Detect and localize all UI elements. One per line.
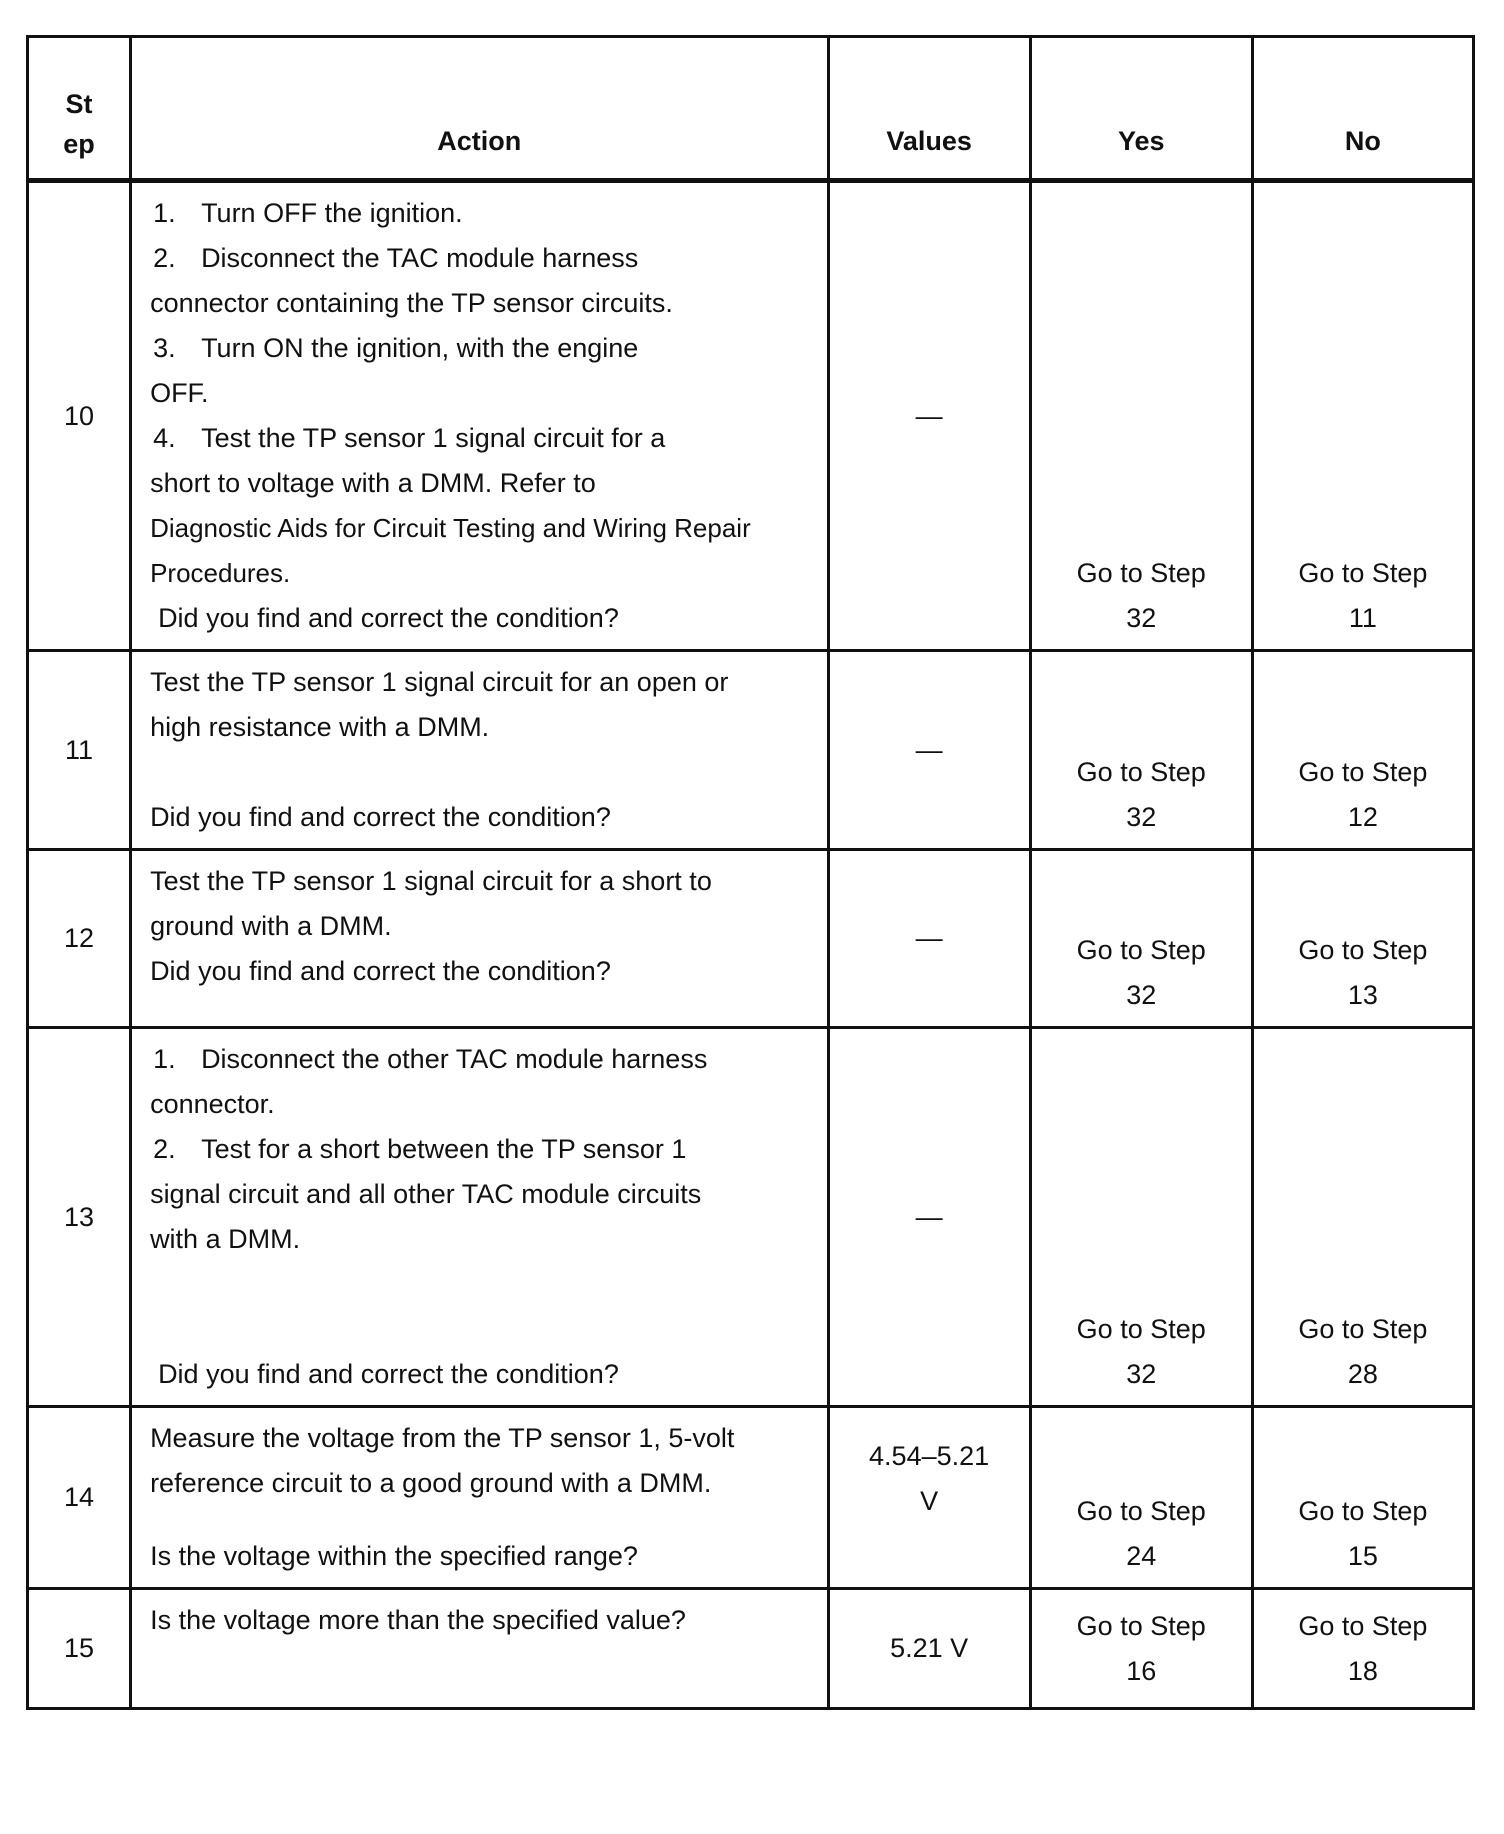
goto-label: Go to Step — [1076, 558, 1206, 588]
value-cell: — — [828, 850, 1030, 1028]
value-cell: — — [828, 181, 1030, 651]
question-text: Is the voltage within the specified range? — [150, 1541, 638, 1571]
goto-step: 24 — [1126, 1541, 1157, 1571]
action-cell — [131, 651, 828, 850]
diagnostic-table — [26, 35, 1475, 1710]
table-row — [28, 1407, 1474, 1589]
step-number: 15 — [28, 1589, 131, 1709]
goto-label: Go to Step — [1076, 1496, 1206, 1526]
step-number: 11 — [28, 651, 131, 850]
question-text: Did you find and correct the condition? — [150, 956, 611, 986]
action-text: connector containing the TP sensor circuits. — [150, 288, 673, 318]
goto-label: Go to Step — [1298, 1314, 1428, 1344]
action-text: Turn OFF the ignition. — [201, 198, 463, 228]
list-number: 4. — [153, 423, 176, 453]
goto-label: Go to Step — [1298, 558, 1428, 588]
yes-cell — [1030, 651, 1252, 850]
header-step-line1: St — [65, 89, 93, 119]
action-text: signal circuit and all other TAC module circuits — [150, 1179, 702, 1209]
action-text: Measure the voltage from the TP sensor 1, 5-volt — [150, 1423, 735, 1453]
question-text: Is the voltage more than the specified value? — [150, 1605, 686, 1635]
goto-label: Go to Step — [1076, 1314, 1206, 1344]
no-cell — [1252, 651, 1473, 850]
table-row — [28, 850, 1474, 1028]
list-number: 3. — [153, 333, 176, 363]
goto-label: Go to Step — [1298, 1610, 1428, 1641]
goto-label: Go to Step — [1076, 757, 1206, 787]
value-cell — [828, 1407, 1030, 1589]
goto-label: Go to Step — [1076, 935, 1206, 965]
reference-link: Procedures. — [150, 558, 291, 588]
goto-step: 32 — [1126, 1359, 1157, 1389]
step-number: 13 — [28, 1028, 131, 1407]
action-text: short to voltage with a DMM. Refer to — [150, 468, 596, 498]
table-row — [28, 1028, 1474, 1407]
goto-step: 12 — [1347, 802, 1378, 832]
action-text: connector. — [150, 1089, 275, 1119]
goto-step: 15 — [1347, 1541, 1378, 1571]
header-row — [28, 37, 1474, 181]
action-cell — [131, 1028, 828, 1407]
action-text: OFF. — [150, 378, 209, 408]
action-text: reference circuit to a good ground with a DMM. — [150, 1468, 712, 1498]
action-text: Test the TP sensor 1 signal circuit for a short to — [150, 866, 712, 896]
yes-cell — [1030, 1407, 1252, 1589]
value-unit: V — [920, 1486, 939, 1516]
step-number: 14 — [28, 1407, 131, 1589]
action-cell — [131, 1589, 828, 1709]
goto-step: 32 — [1126, 603, 1157, 633]
table-row — [28, 651, 1474, 850]
goto-step: 32 — [1126, 802, 1157, 832]
list-number: 1. — [153, 1044, 176, 1074]
no-cell — [1252, 850, 1473, 1028]
table-row — [28, 1589, 1474, 1709]
action-text: Test for a short between the TP sensor 1 — [201, 1134, 687, 1164]
goto-label: Go to Step — [1298, 1496, 1428, 1526]
value-cell: 5.21 V — [828, 1589, 1030, 1709]
goto-label: Go to Step — [1298, 935, 1428, 965]
value-cell: — — [828, 1028, 1030, 1407]
list-number: 1. — [153, 198, 176, 228]
goto-label: Go to Step — [1076, 1610, 1206, 1641]
action-cell — [131, 1407, 828, 1589]
list-number: 2. — [153, 243, 176, 273]
no-cell — [1252, 1407, 1473, 1589]
question-text: Did you find and correct the condition? — [150, 802, 611, 832]
goto-step: 28 — [1347, 1359, 1378, 1389]
action-text: Disconnect the other TAC module harness — [201, 1044, 708, 1074]
action-text: Turn ON the ignition, with the engine — [201, 333, 639, 363]
action-cell — [131, 850, 828, 1028]
question-text: Did you find and correct the condition? — [158, 603, 619, 633]
action-text: ground with a DMM. — [150, 911, 392, 941]
action-cell — [131, 181, 828, 651]
header-no: No — [1252, 37, 1473, 181]
goto-label: Go to Step — [1298, 757, 1428, 787]
action-text: high resistance with a DMM. — [150, 712, 490, 742]
no-cell — [1252, 1028, 1473, 1407]
action-text: Disconnect the TAC module harness — [201, 243, 639, 273]
action-text: Test the TP sensor 1 signal circuit for a — [201, 423, 666, 453]
yes-cell — [1030, 1589, 1252, 1709]
yes-cell — [1030, 1028, 1252, 1407]
action-text: Test the TP sensor 1 signal circuit for an open or — [150, 667, 729, 697]
goto-step: 16 — [1126, 1655, 1157, 1686]
step-number: 10 — [28, 181, 131, 651]
table-row — [28, 181, 1474, 651]
goto-step: 11 — [1348, 603, 1377, 633]
goto-step: 32 — [1126, 980, 1157, 1010]
header-step-line2: ep — [63, 129, 95, 159]
value-range: 4.54–5.21 — [869, 1441, 990, 1471]
yes-cell — [1030, 850, 1252, 1028]
header-action: Action — [131, 37, 828, 181]
yes-cell — [1030, 181, 1252, 651]
step-number: 12 — [28, 850, 131, 1028]
goto-step: 13 — [1347, 980, 1378, 1010]
header-yes: Yes — [1030, 37, 1252, 181]
no-cell — [1252, 181, 1473, 651]
header-values: Values — [828, 37, 1030, 181]
value-cell: — — [828, 651, 1030, 850]
list-number: 2. — [153, 1134, 176, 1164]
reference-link: Diagnostic Aids for Circuit Testing and Wiring Repair — [150, 513, 751, 543]
goto-step: 18 — [1347, 1655, 1378, 1686]
no-cell — [1252, 1589, 1473, 1709]
action-text: with a DMM. — [150, 1224, 301, 1254]
header-step — [28, 37, 131, 181]
question-text: Did you find and correct the condition? — [158, 1359, 619, 1389]
